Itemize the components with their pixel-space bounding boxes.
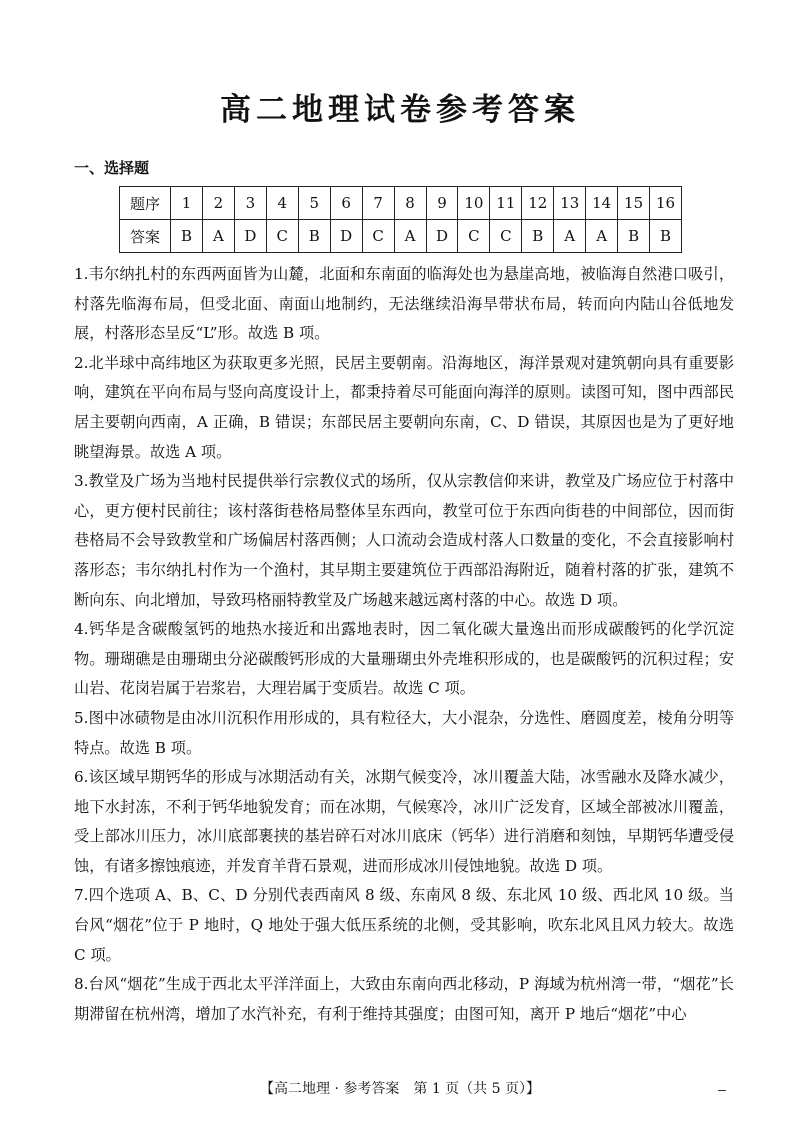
explanation-text: 台风“烟花”生成于西北太平洋洋面上，大致由东南向西北移动，P 海域为杭州湾一带，“烟花”长期滞留在杭州湾，增加了水汽补充，有利于维持其强度；由图可知，离开 P 地后“烟花”中心 [74, 975, 734, 1023]
explanation-text: 该区域早期钙华的形成与冰期活动有关，冰期气候变冷，冰川覆盖大陆，冰雪融水及降水减少，地下水封冻，不利于钙华地貌发育；而在冰期，气候寒冷，冰川广泛发育，区域全部被冰川覆盖，受上部冰川压力，冰川底部裹挟的基岩碎石对冰川底床（钙华）进行消磨和刻蚀，早期钙华遭受侵蚀，有诸多擦蚀痕迹，并发育羊背石景观，进而形成冰川侵蚀地貌。故选 D 项。 [74, 768, 734, 875]
table-cell: D [234, 220, 266, 253]
question-number-row [120, 187, 682, 220]
table-cell: B [522, 220, 554, 253]
explanation-list [74, 260, 734, 1029]
table-cell: C [458, 220, 490, 253]
table-cell: 12 [522, 187, 554, 220]
table-cell: B [618, 220, 650, 253]
explanation-item [74, 970, 734, 1029]
table-cell: D [330, 220, 362, 253]
table-cell: B [298, 220, 330, 253]
table-cell: C [266, 220, 298, 253]
table-cell: A [394, 220, 426, 253]
question-number: 8. [74, 975, 89, 994]
answer-table [119, 186, 682, 253]
row-label-answer: 答案 [120, 220, 171, 253]
question-number: 2. [74, 353, 89, 372]
question-number: 3. [74, 472, 89, 491]
explanation-text: 北半球中高纬地区为获取更多光照，民居主要朝南。沿海地区，海洋景观对建筑朝向具有重要影响，建筑在平向布局与竖向高度设计上，都秉持着尽可能面向海洋的原则。读图可知，图中西部民居主要朝向西南，A 正确，B 错误；东部民居主要朝向东南，C、D 错误，其原因也是为了更好地眺望海景。故选 A 项。 [74, 353, 734, 461]
table-cell: D [426, 220, 458, 253]
explanation-item [74, 467, 734, 615]
page-title: 高二地理试卷参考答案 [220, 92, 580, 128]
table-cell: 15 [618, 187, 650, 220]
table-cell: 2 [202, 187, 234, 220]
question-number: 6. [74, 768, 89, 787]
table-cell: C [490, 220, 522, 253]
answer-row [120, 220, 682, 253]
table-cell: 6 [330, 187, 362, 220]
question-number: 5. [74, 708, 89, 727]
table-cell: C [362, 220, 394, 253]
table-cell: A [554, 220, 586, 253]
table-cell: 5 [298, 187, 330, 220]
explanation-text: 钙华是含碳酸氢钙的地热水接近和出露地表时，因二氧化碳大量逸出而形成碳酸钙的化学沉淀物。珊瑚礁是由珊瑚虫分泌碳酸钙形成的大量珊瑚虫外壳堆积形成的，也是碳酸钙的沉积过程；安山岩、花岗岩属于岩浆岩，大理岩属于变质岩。故选 C 项。 [74, 620, 734, 698]
table-cell: 7 [362, 187, 394, 220]
explanation-item [74, 881, 734, 970]
table-cell: 16 [650, 187, 682, 220]
table-cell: 10 [458, 187, 490, 220]
table-cell: 4 [266, 187, 298, 220]
page-footer: 【高二地理 · 参考答案 第 1 页（共 5 页）】 [260, 1081, 540, 1097]
explanation-item [74, 260, 734, 349]
row-label-number: 题序 [120, 187, 171, 220]
table-cell: 1 [171, 187, 203, 220]
explanation-text: 韦尔纳扎村的东西两面皆为山麓，北面和东南面的临海处也为悬崖高地，被临海自然港口吸引，村落先临海布局，但受北面、南面山地制约，无法继续沿海旱带状布局，转而向内陆山谷低地发展，村落形态呈反“L”形。故选 B 项。 [74, 265, 734, 343]
table-cell: A [586, 220, 618, 253]
explanation-item [74, 349, 734, 467]
table-cell: 8 [394, 187, 426, 220]
section-title: 一、选择题 [74, 159, 150, 177]
table-cell: B [171, 220, 203, 253]
explanation-text: 四个选项 A、B、C、D 分别代表西南风 8 级、东南风 8 级、东北风 10 级、西北风 10 级。当台风“烟花”位于 P 地时，Q 地处于强大低压系统的北侧，受其影响，吹东北风且风力较大。故选 C 项。 [74, 886, 734, 964]
table-cell: 13 [554, 187, 586, 220]
table-cell: 3 [234, 187, 266, 220]
table-cell: 9 [426, 187, 458, 220]
explanation-text: 教堂及广场为当地村民提供举行宗教仪式的场所，仅从宗教信仰来讲，教堂及广场应位于村落中心，更方便村民前往；该村落街巷格局整体呈东西向，教堂可位于东西向街巷的中间部位，因而街巷格局不会导致教堂和广场偏居村落西侧；人口流动会造成村落人口数量的变化，不会直接影响村落形态；韦尔纳扎村作为一个渔村，其早期主要建筑位于西部沿海附近，随着村落的扩张，建筑不断向东、向北增加，导致玛格丽特教堂及广场越来越远离村落的中心。故选 D 项。 [74, 472, 734, 609]
explanation-text: 图中冰碛物是由冰川沉积作用形成的，具有粒径大，大小混杂，分选性、磨圆度差，棱角分明等特点。故选 B 项。 [74, 708, 734, 757]
table-cell: B [650, 220, 682, 253]
question-number: 7. [74, 886, 89, 905]
question-number: 1. [74, 265, 89, 283]
table-cell: 11 [490, 187, 522, 220]
table-cell: A [202, 220, 234, 253]
explanation-item [74, 763, 734, 881]
explanation-item [74, 704, 734, 763]
explanation-item [74, 615, 734, 704]
corner-mark [718, 1090, 726, 1091]
question-number: 4. [74, 620, 89, 639]
table-cell: 14 [586, 187, 618, 220]
